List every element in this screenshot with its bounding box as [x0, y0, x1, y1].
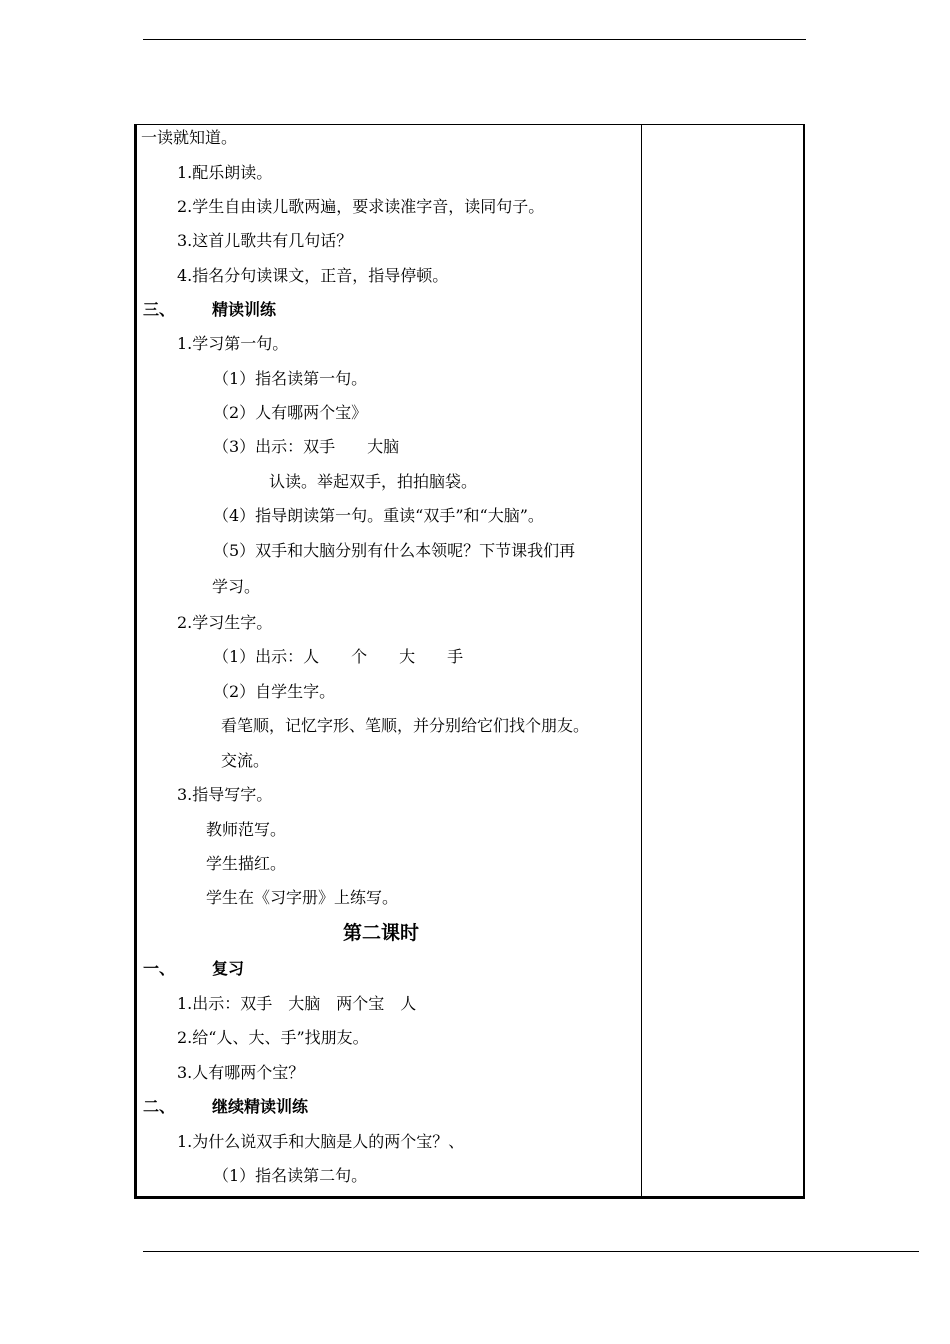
text-line: （1）出示：人 个 大 手 [213, 647, 464, 666]
section-title: 精读训练 [212, 300, 277, 319]
section-number: 二、 [143, 1097, 176, 1116]
text-line: 学生描红。 [206, 854, 287, 873]
lesson-period-heading: 第二课时 [343, 922, 420, 944]
text-line: 2.给“人、大、手”找朋友。 [177, 1028, 369, 1047]
text-line: 教师范写。 [206, 820, 287, 839]
text-line: 交流。 [221, 751, 270, 770]
section-number: 一、 [143, 959, 176, 978]
text-line: 1.配乐朗读。 [177, 163, 273, 182]
footer-rule [143, 1251, 919, 1252]
text-line: 2.学生自由读儿歌两遍，要求读准字音，读同句子。 [177, 197, 545, 216]
header-rule [143, 39, 806, 40]
text-line: （2）自学生字。 [213, 682, 336, 701]
section-number: 三、 [143, 300, 176, 319]
text-line: 看笔顺，记忆字形、笔顺，并分别给它们找个朋友。 [221, 716, 590, 735]
text-line: （1）指名读第一句。 [213, 369, 368, 388]
text-line: 认读。举起双手，拍拍脑袋。 [269, 472, 478, 491]
text-line: 1.出示：双手 大脑 两个宝 人 [177, 994, 417, 1013]
section-title: 复习 [212, 959, 245, 978]
text-line: （3）出示：双手 大脑 [213, 437, 400, 456]
text-line: 4.指名分句读课文，正音，指导停顿。 [177, 266, 449, 285]
text-line: 1.为什么说双手和大脑是人的两个宝？、 [177, 1132, 465, 1151]
text-line: （1）指名读第二句。 [213, 1166, 368, 1185]
section-title: 继续精读训练 [212, 1097, 309, 1116]
table-column-divider [641, 124, 642, 1199]
text-line: 1.学习第一句。 [177, 334, 289, 353]
text-line: 学生在《习字册》上练写。 [206, 888, 399, 907]
text-line: 3.人有哪两个宝？ [177, 1063, 305, 1082]
text-line: 一读就知道。 [141, 128, 238, 147]
text-line: 3.指导写字。 [177, 785, 273, 804]
text-line: （4）指导朗读第一句。重读“双手”和“大脑”。 [213, 506, 544, 525]
text-line: 2.学习生字。 [177, 613, 273, 632]
text-line: 3.这首儿歌共有几句话？ [177, 231, 353, 250]
text-line: （2）人有哪两个宝》 [213, 403, 368, 422]
text-line: 学习。 [212, 577, 261, 596]
text-line: （5）双手和大脑分别有什么本领呢？下节课我们再 [213, 541, 576, 560]
